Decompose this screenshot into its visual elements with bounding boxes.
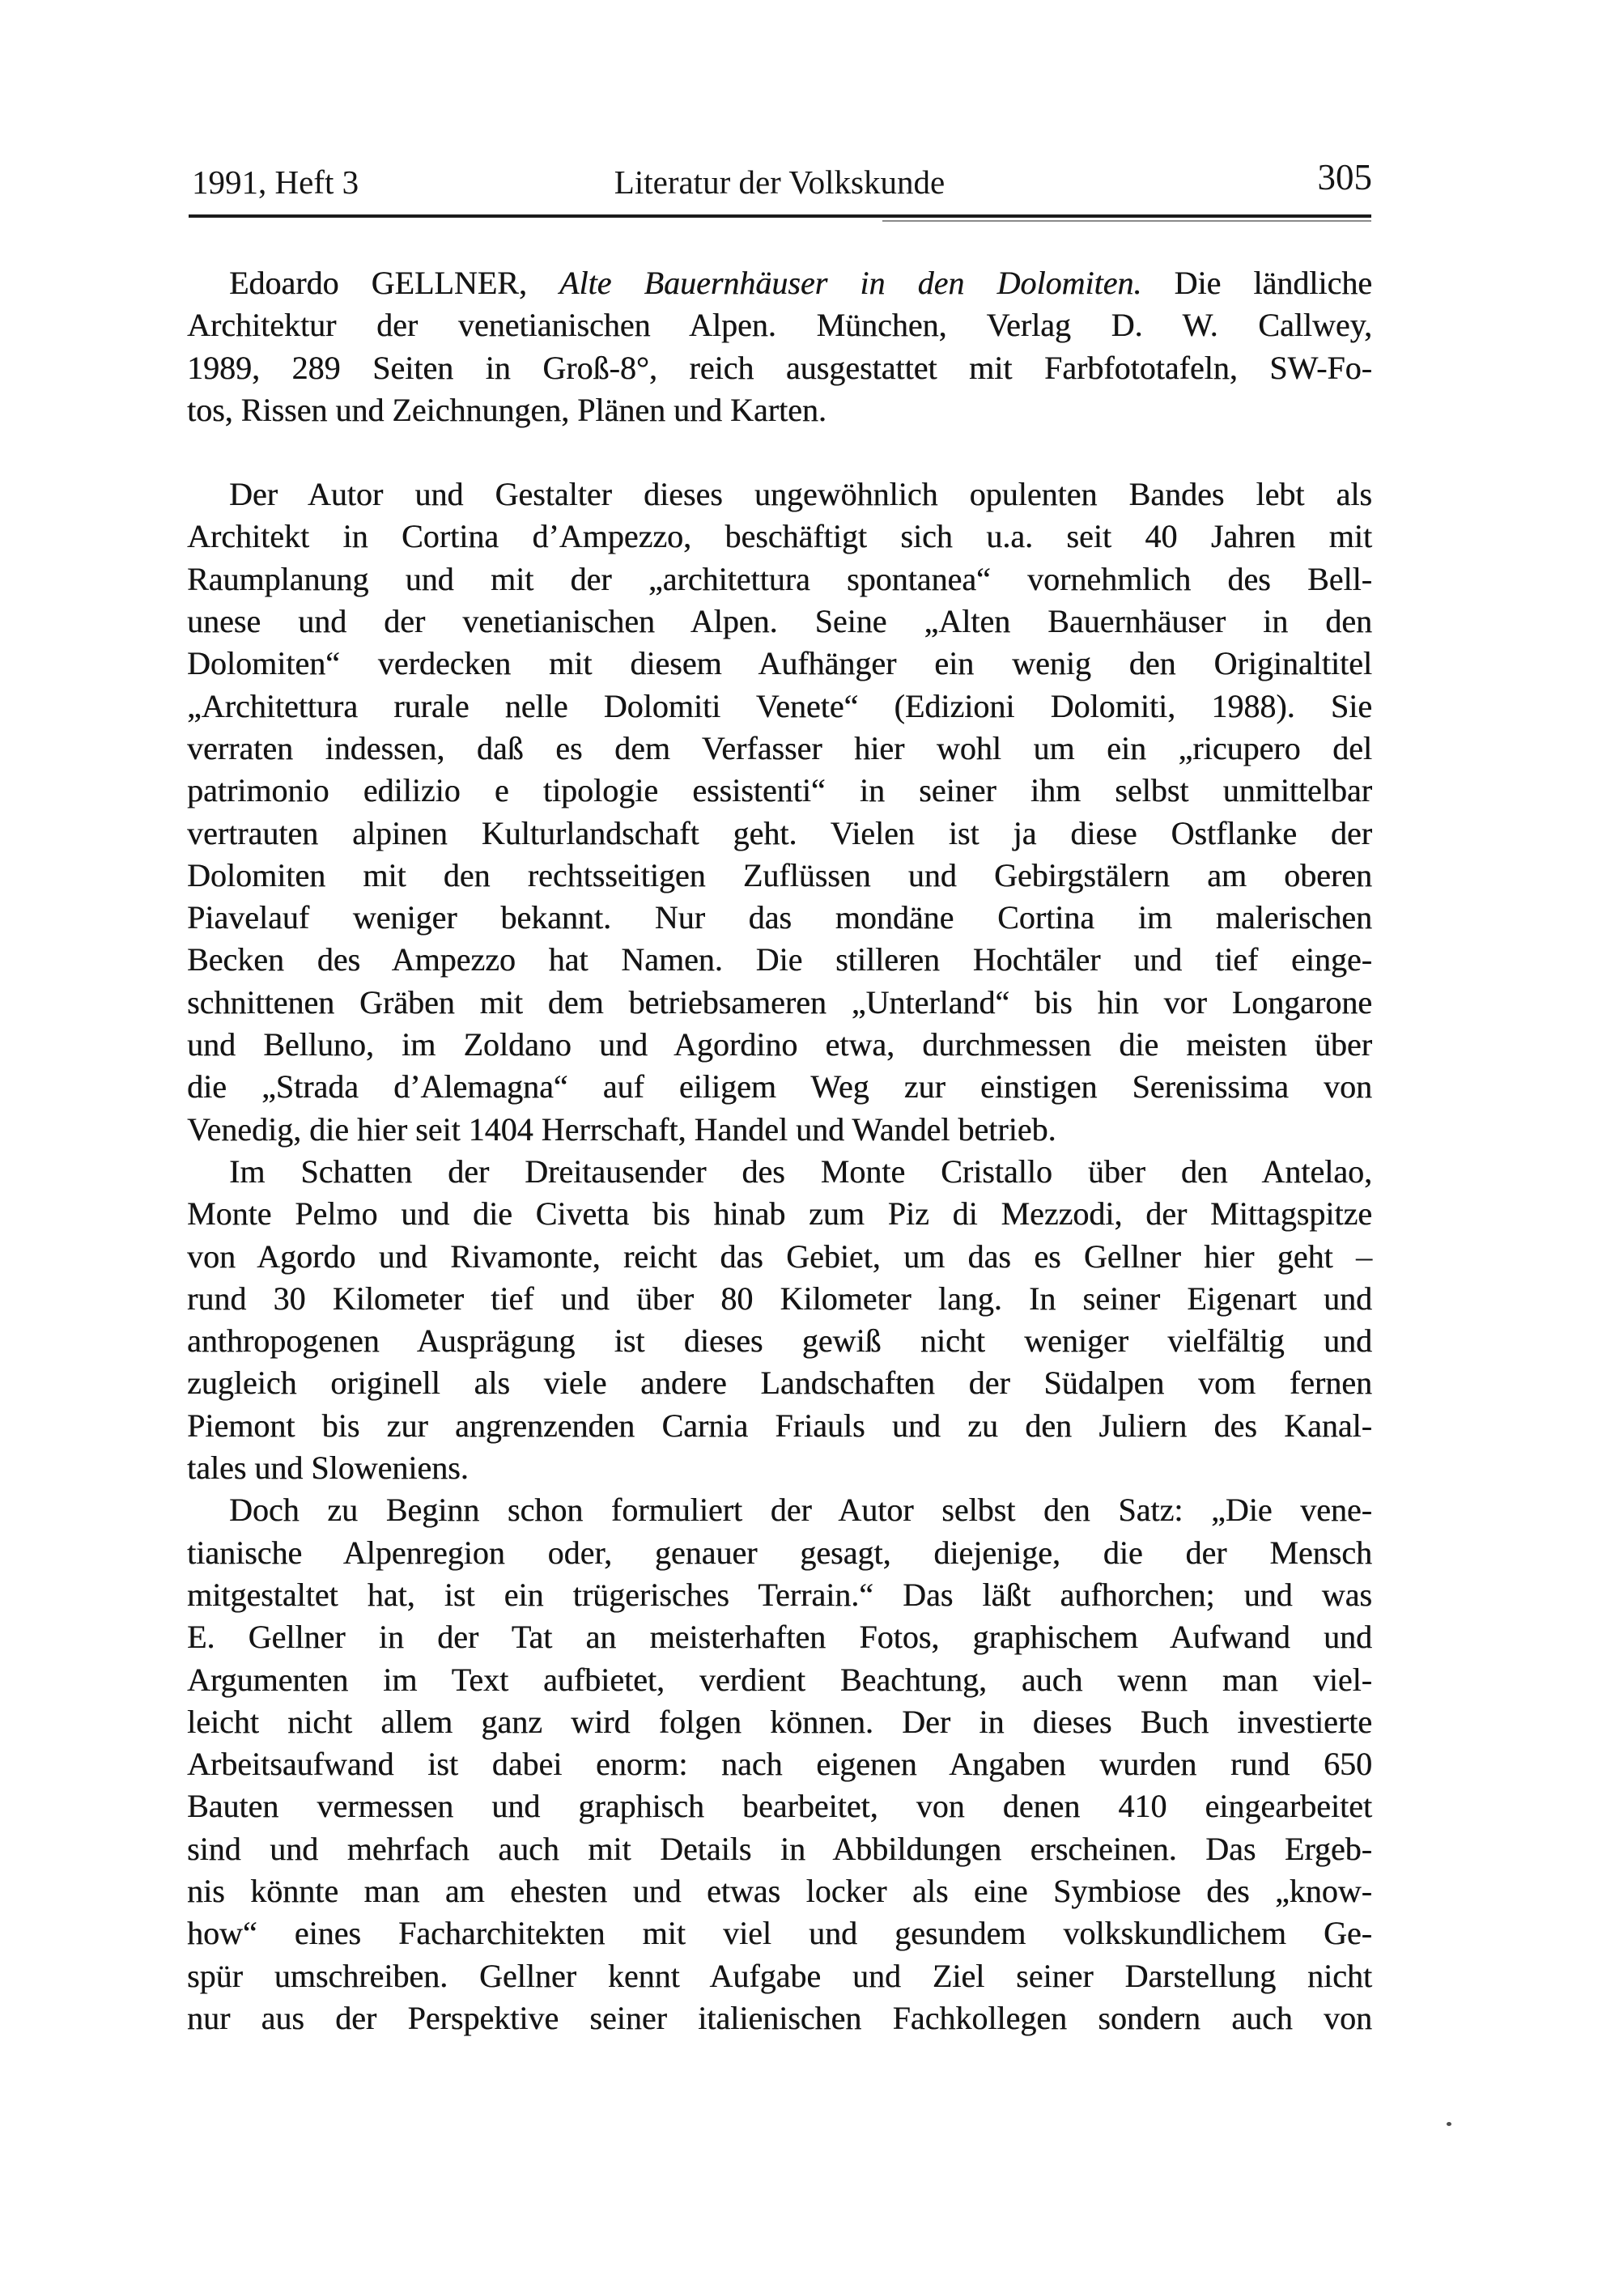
text-line: Edoardo GELLNER, Alte Bauernhäuser in den Dolomiten. Die ländliche — [229, 265, 1372, 301]
text-line: tales und Sloweniens. — [187, 1449, 469, 1487]
scan-speck-artifact — [1447, 2122, 1451, 2126]
page-number: 305 — [1317, 157, 1372, 197]
issue-label: 1991, Heft 3 — [192, 163, 359, 201]
review-text-block — [187, 262, 1372, 2039]
text-line: 1989, 289 Seiten in Groß-8°, reich ausgestattet mit Farbfototafeln, SW-Fo- — [187, 349, 1372, 386]
text-line: Dolomiten“ verdecken mit diesem Aufhänger ein wenig den Originaltitel — [187, 645, 1372, 682]
text-line: Dolomiten mit den rechtsseitigen Zuflüssen und Gebirgstälern am oberen — [187, 856, 1372, 893]
text-line: tos, Rissen und Zeichnungen, Plänen und Karten. — [187, 391, 826, 428]
text-line: Argumenten im Text aufbietet, verdient Beachtung, auch wenn man viel- — [187, 1661, 1372, 1698]
text-line: „Architettura rurale nelle Dolomiti Venete“ (Edizioni Dolomiti, 1988). Sie — [187, 687, 1372, 724]
header-rule-scan-shadow — [882, 220, 1371, 222]
text-line: spür umschreiben. Gellner kennt Aufgabe und Ziel seiner Darstellung nicht — [187, 1957, 1372, 1994]
paragraph-region — [187, 1151, 1372, 1489]
text-line: leicht nicht allem ganz wird folgen können. Der in dieses Buch investierte — [187, 1703, 1372, 1740]
text-line: nis könnte man am ehesten und etwas locker als eine Symbiose des „know- — [187, 1872, 1372, 1909]
paragraph-author — [187, 473, 1372, 1151]
text-line: verraten indessen, daß es dem Verfasser hier wohl um ein „ricupero del — [187, 729, 1372, 766]
text-line: Arbeitsaufwand ist dabei enorm: nach eigenen Angaben wurden rund 650 — [187, 1746, 1372, 1783]
text-line: Doch zu Beginn schon formuliert der Autor selbst den Satz: „Die vene- — [229, 1492, 1372, 1529]
text-line: Architekt in Cortina d’Ampezzo, beschäftigt sich u.a. seit 40 Jahren mit — [187, 518, 1372, 555]
text-line: rund 30 Kilometer tief und über 80 Kilometer lang. In seiner Eigenart und — [187, 1280, 1372, 1317]
text-line: Becken des Ampezzo hat Namen. Die stilleren Hochtäler und tief einge- — [187, 941, 1372, 978]
text-line: how“ eines Facharchitekten mit viel und gesundem volkskundlichem Ge- — [187, 1915, 1372, 1952]
text-line: die „Strada d’Alemagna“ auf eiligem Weg zur einstigen Serenissima von — [187, 1068, 1372, 1106]
text-line: Bauten vermessen und graphisch bearbeitet, von denen 410 eingearbeitet — [187, 1788, 1372, 1825]
bibliographic-entry — [187, 262, 1372, 431]
text-line: Piavelauf weniger bekannt. Nur das mondäne Cortina im malerischen — [187, 899, 1372, 936]
text-line: vertrauten alpinen Kulturlandschaft geht. Vielen ist ja diese Ostflanke der — [187, 814, 1372, 851]
text-line: Piemont bis zur angrenzenden Carnia Friauls und zu den Juliern des Kanal- — [187, 1407, 1372, 1444]
text-line: unese und der venetianischen Alpen. Seine „Alten Bauernhäuser in den — [187, 603, 1372, 640]
text-line: Architektur der venetianischen Alpen. München, Verlag D. W. Callwey, — [187, 307, 1372, 344]
text-line: tianische Alpenregion oder, genauer gesagt, diejenige, die der Mensch — [187, 1534, 1372, 1571]
text-line: mitgestaltet hat, ist ein trügerisches Terrain.“ Das läßt aufhorchen; und was — [187, 1576, 1372, 1613]
text-line: von Agordo und Rivamonte, reicht das Gebiet, um das es Gellner hier geht – — [187, 1237, 1372, 1275]
text-line: schnittenen Gräben mit dem betriebsameren „Unterland“ bis hin vor Longarone — [187, 983, 1372, 1021]
text-line: Venedig, die hier seit 1404 Herrschaft, Handel und Wandel betrieb. — [187, 1110, 1056, 1148]
text-line: zugleich originell als viele andere Landschaften der Südalpen vom fernen — [187, 1364, 1372, 1402]
text-line: sind und mehrfach auch mit Details in Abbildungen erscheinen. Das Ergeb- — [187, 1830, 1372, 1867]
header-rule — [189, 214, 1371, 218]
text-line: E. Gellner in der Tat an meisterhaften Fotos, graphischem Aufwand und — [187, 1619, 1372, 1656]
text-line: Raumplanung und mit der „architettura spontanea“ vornehmlich des Bell- — [187, 560, 1372, 597]
text-line: und Belluno, im Zoldano und Agordino etwa, durchmessen die meisten über — [187, 1026, 1372, 1063]
text-line: Der Autor und Gestalter dieses ungewöhnlich opulenten Bandes lebt als — [229, 476, 1372, 513]
text-line: Im Schatten der Dreitausender des Monte Cristallo über den Antelao, — [229, 1152, 1372, 1190]
text-line: nur aus der Perspektive seiner italienischen Fachkollegen sondern auch von — [187, 1999, 1372, 2036]
text-line: anthropogenen Ausprägung ist dieses gewiß nicht weniger vielfältig und — [187, 1322, 1372, 1360]
text-line: Monte Pelmo und die Civetta bis hinab zum Piz di Mezzodi, der Mittagspitze — [187, 1195, 1372, 1233]
journal-title: Literatur der Volkskunde — [614, 163, 945, 201]
paragraph-assessment — [187, 1489, 1372, 2039]
text-line: patrimonio edilizio e tipologie essistenti“ in seiner ihm selbst unmittelbar — [187, 772, 1372, 809]
